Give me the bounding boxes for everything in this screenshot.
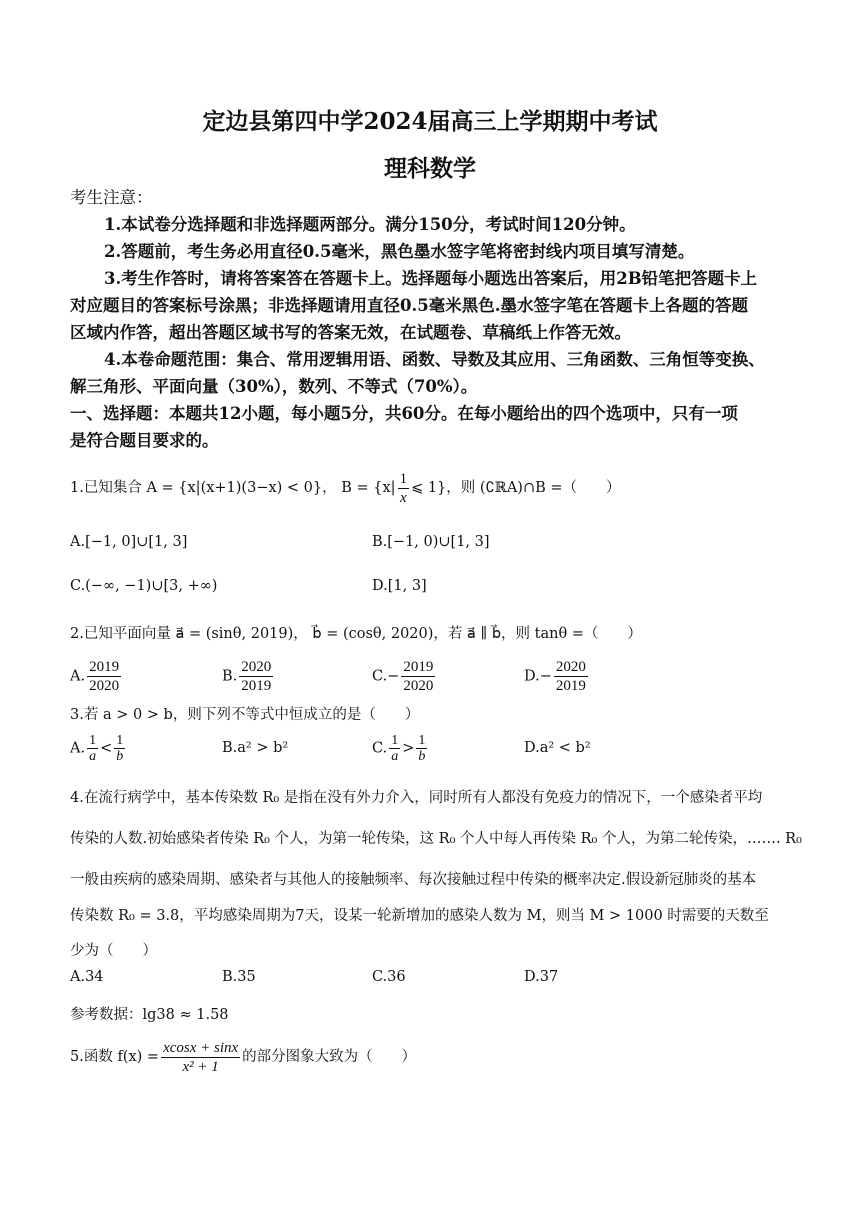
q2-option-d[interactable] [524, 658, 590, 695]
question-3-stem: 3.若 a > 0 > b，则下列不等式中恒成立的是（ ） [70, 707, 420, 723]
q3-c-rel: > [402, 740, 415, 757]
q1-option-d[interactable]: D.[1, 3] [372, 578, 427, 594]
question-4-line2: 传染的人数.初始感染者传染 R₀ 个人，为第一轮传染，这 R₀ 个人中每人再传染 R₀ 个人，为第二轮传染，……. R₀ [70, 831, 802, 847]
q1-option-b[interactable]: B.[−1, 0)∪[1, 3] [372, 534, 490, 550]
q4-reference-data: 参考数据：lg38 ≈ 1.58 [70, 1007, 229, 1023]
q1-option-a[interactable]: A.[−1, 0]∪[1, 3] [70, 534, 188, 550]
q5-fraction [161, 1039, 240, 1076]
notice-item-4: 4.本卷命题范围：集合、常用逻辑用语、函数、导数及其应用、三角函数、三角恒等变换、 [104, 350, 765, 369]
q3-c-d1: a [391, 749, 399, 764]
question-5-stem [70, 1037, 416, 1077]
q2-d-label: D. [524, 668, 540, 685]
q5-num: xcosx + sinx [163, 1039, 239, 1056]
q3-c-frac2 [416, 733, 427, 764]
q1-fraction [398, 470, 410, 507]
q3-a-label: A. [70, 740, 86, 757]
exam-title: 定边县第四中学2024届高三上学期期中考试 [202, 108, 658, 135]
q2-c-label: C. [372, 668, 388, 685]
notice-item-1: 1.本试卷分选择题和非选择题两部分。满分150分，考试时间120分钟。 [104, 215, 636, 234]
q5-stem-post: 的部分图象大致为（ ） [242, 1049, 417, 1065]
q2-c-num: 2019 [403, 659, 434, 675]
q2-a-label: A. [70, 668, 86, 685]
q2-option-b[interactable] [222, 658, 275, 695]
q3-c-d2: b [418, 749, 426, 764]
question-4-line4: 传染数 R₀ = 3.8，平均感染周期为7天，设某一轮新增加的感染人数为 M，则当 M > 1000 时需要的天数至 [70, 908, 769, 924]
q3-a-n2: 1 [116, 733, 124, 748]
q1-frac-num: 1 [399, 470, 408, 487]
q2-a-fraction [87, 658, 121, 695]
notice-item-3-cont1: 对应题目的答案标号涂黑；非选择题请用直径0.5毫米黑色.墨水签字笔在答题卡上各题的答题 [70, 296, 748, 315]
q3-c-frac1 [389, 733, 400, 764]
question-4-line5: 少为（ ） [70, 943, 157, 959]
q2-b-num: 2020 [241, 659, 272, 675]
q2-option-c[interactable] [372, 658, 437, 695]
notice-heading: 考生注意： [70, 188, 153, 207]
q2-a-den: 2020 [89, 678, 120, 694]
q3-option-c[interactable] [372, 733, 429, 764]
q1-option-c[interactable]: C.(−∞, −1)∪[3, +∞) [70, 578, 218, 594]
q4-option-a[interactable]: A.34 [70, 969, 104, 985]
q4-option-d[interactable]: D.37 [524, 969, 559, 985]
q2-b-label: B. [222, 668, 238, 685]
notice-item-2: 2.答题前，考生务必用直径0.5毫米，黑色墨水签字笔将密封线内项目填写清楚。 [104, 242, 695, 261]
notice-item-4-cont: 解三角形、平面向量（30%），数列、不等式（70%）。 [70, 377, 478, 396]
question-4-line3: 一般由疾病的感染周期、感染者与其他人的接触频率、每次接触过程中传染的概率决定.假设新冠肺炎的基本 [70, 872, 757, 888]
question-2-stem: 2.已知平面向量 a⃗ = (sinθ, 2019)， b⃗ = (cosθ, 2020)，若 a⃗ ∥ b⃗，则 tanθ =（ ） [70, 626, 642, 642]
q5-stem-pre: 5.函数 f(x) = [70, 1049, 160, 1065]
q5-den: x² + 1 [182, 1058, 219, 1075]
q2-c-den: 2020 [403, 678, 434, 694]
q2-a-num: 2019 [89, 659, 120, 675]
q2-c-fraction [401, 658, 435, 695]
q2-d-sign: − [539, 668, 552, 685]
q1-frac-den: x [399, 489, 407, 506]
q2-b-fraction [239, 658, 273, 695]
q3-option-a[interactable] [70, 733, 127, 764]
q4-option-c[interactable]: C.36 [372, 969, 406, 985]
q2-c-sign: − [387, 668, 400, 685]
q1-stem-post: ，则 (∁ℝA)∩B =（ ） [446, 480, 621, 496]
q1-set-right: ⩽ 1} [411, 480, 447, 496]
exam-subtitle: 理科数学 [384, 155, 476, 182]
q3-a-d1: a [89, 749, 97, 764]
q3-c-n1: 1 [391, 733, 399, 748]
q1-stem-pre: 1.已知集合 A = {x|(x+1)(3−x) < 0}， B = [70, 480, 369, 496]
q2-d-num: 2020 [555, 659, 586, 675]
q1-set-left: {x| [373, 480, 396, 496]
section-heading-line1: 一、选择题：本题共12小题，每小题5分，共60分。在每小题给出的四个选项中，只有一项 [70, 404, 738, 423]
q3-a-rel: < [100, 740, 113, 757]
q2-b-den: 2019 [241, 678, 272, 694]
q2-d-fraction [554, 658, 588, 695]
q3-a-frac2 [114, 733, 125, 764]
question-1-stem [70, 468, 621, 508]
q3-option-b[interactable]: B.a² > b² [222, 740, 289, 756]
notice-item-3-cont2: 区域内作答，超出答题区域书写的答案无效，在试题卷、草稿纸上作答无效。 [70, 323, 631, 342]
q3-a-n1: 1 [89, 733, 97, 748]
q3-option-d[interactable]: D.a² < b² [524, 740, 591, 756]
q2-d-den: 2019 [555, 678, 586, 694]
q3-c-n2: 1 [418, 733, 426, 748]
question-4-line1: 4.在流行病学中，基本传染数 R₀ 是指在没有外力介入，同时所有人都没有免疫力的情况下，一个感染者平均 [70, 790, 763, 806]
q4-option-b[interactable]: B.35 [222, 969, 256, 985]
section-heading-line2: 是符合题目要求的。 [70, 431, 219, 450]
q3-a-frac1 [87, 733, 98, 764]
q3-c-label: C. [372, 740, 388, 757]
q2-option-a[interactable] [70, 658, 123, 695]
q3-a-d2: b [116, 749, 124, 764]
notice-item-3: 3.考生作答时，请将答案答在答题卡上。选择题每小题选出答案后，用2B铅笔把答题卡上 [104, 269, 758, 288]
